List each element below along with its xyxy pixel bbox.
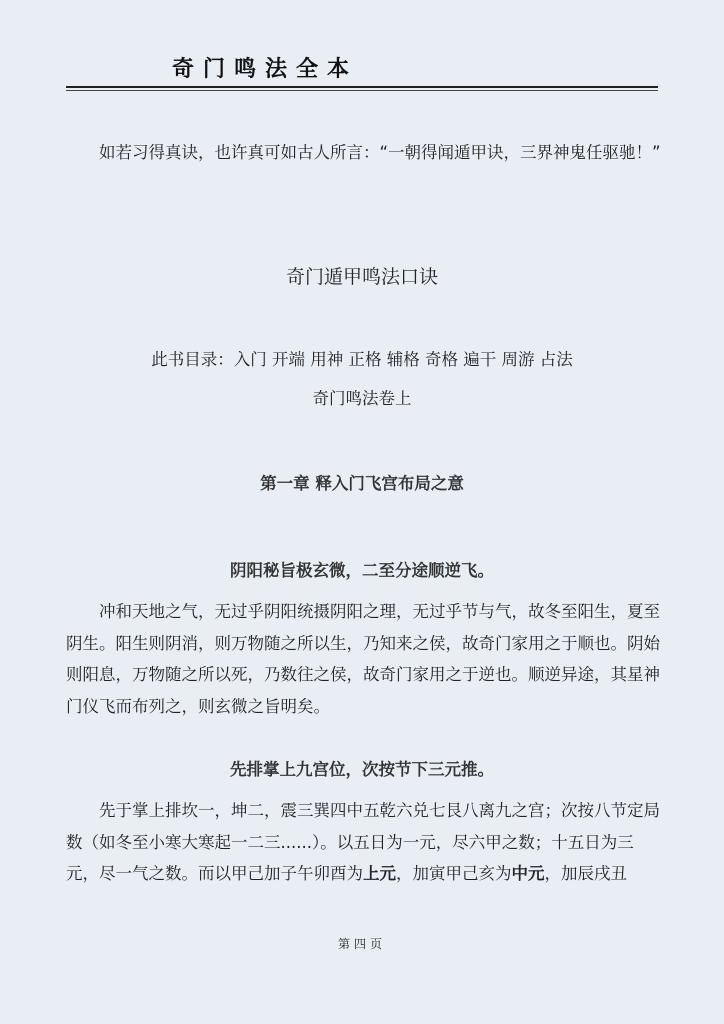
chapter-title: 第一章 释入门飞宫布局之意 <box>260 474 464 493</box>
intro-paragraph: 如若习得真诀，也许真可如古人所言：“一朝得闻遁甲诀，三界神鬼任驱驰！” <box>99 143 661 162</box>
body-paragraph-1: 冲和天地之气，无过乎阴阳统摄阴阳之理，无过乎节与气，故冬至阳生，夏至阴生。阳生则阴消，则万物随之所以生，乃知来之侯，故奇门家用之于顺也。阴始则阳息，万物随之所以死，乃数往之侯，故奇门家用之于逆也。顺逆异途，其星神门仪飞而布列之，则玄微之旨明矣。 <box>66 602 660 716</box>
keyword-middle-yuan: 中元 <box>511 864 545 883</box>
toc-line: 此书目录：入门 开端 用神 正格 辅格 奇格 遍干 周游 占法 <box>151 350 573 369</box>
header-rule-thin <box>66 90 658 91</box>
keyword-upper-yuan: 上元 <box>363 864 396 883</box>
body-paragraph-2-text-c: ，加辰戌丑 <box>544 864 627 883</box>
header-rule-thick <box>66 86 658 88</box>
body-paragraph-2-text-b: ，加寅甲己亥为 <box>396 864 512 883</box>
verse-heading-1: 阴阳秘旨极玄微，二至分途顺逆飞。 <box>230 561 494 580</box>
verse-heading-2: 先排掌上九宫位，次按节下三元推。 <box>230 760 494 779</box>
body-paragraph-2-text-a: 先于掌上排坎一，坤二，震三巽四中五乾六兑七艮八离九之宫；次按八节定局数（如冬至小寒大寒起一二三......）。以五日为一元，尽六甲之数；十五日为三元，尽一气之数。而以甲己加子午卯酉为 <box>66 801 660 883</box>
page-number: 第四页 <box>337 937 386 951</box>
header-title: 奇门鸣法全本 <box>172 57 359 82</box>
body-paragraph-2 <box>66 795 662 890</box>
volume-title: 奇门鸣法卷上 <box>312 389 412 408</box>
section-title: 奇门遁甲鸣法口诀 <box>285 266 438 288</box>
